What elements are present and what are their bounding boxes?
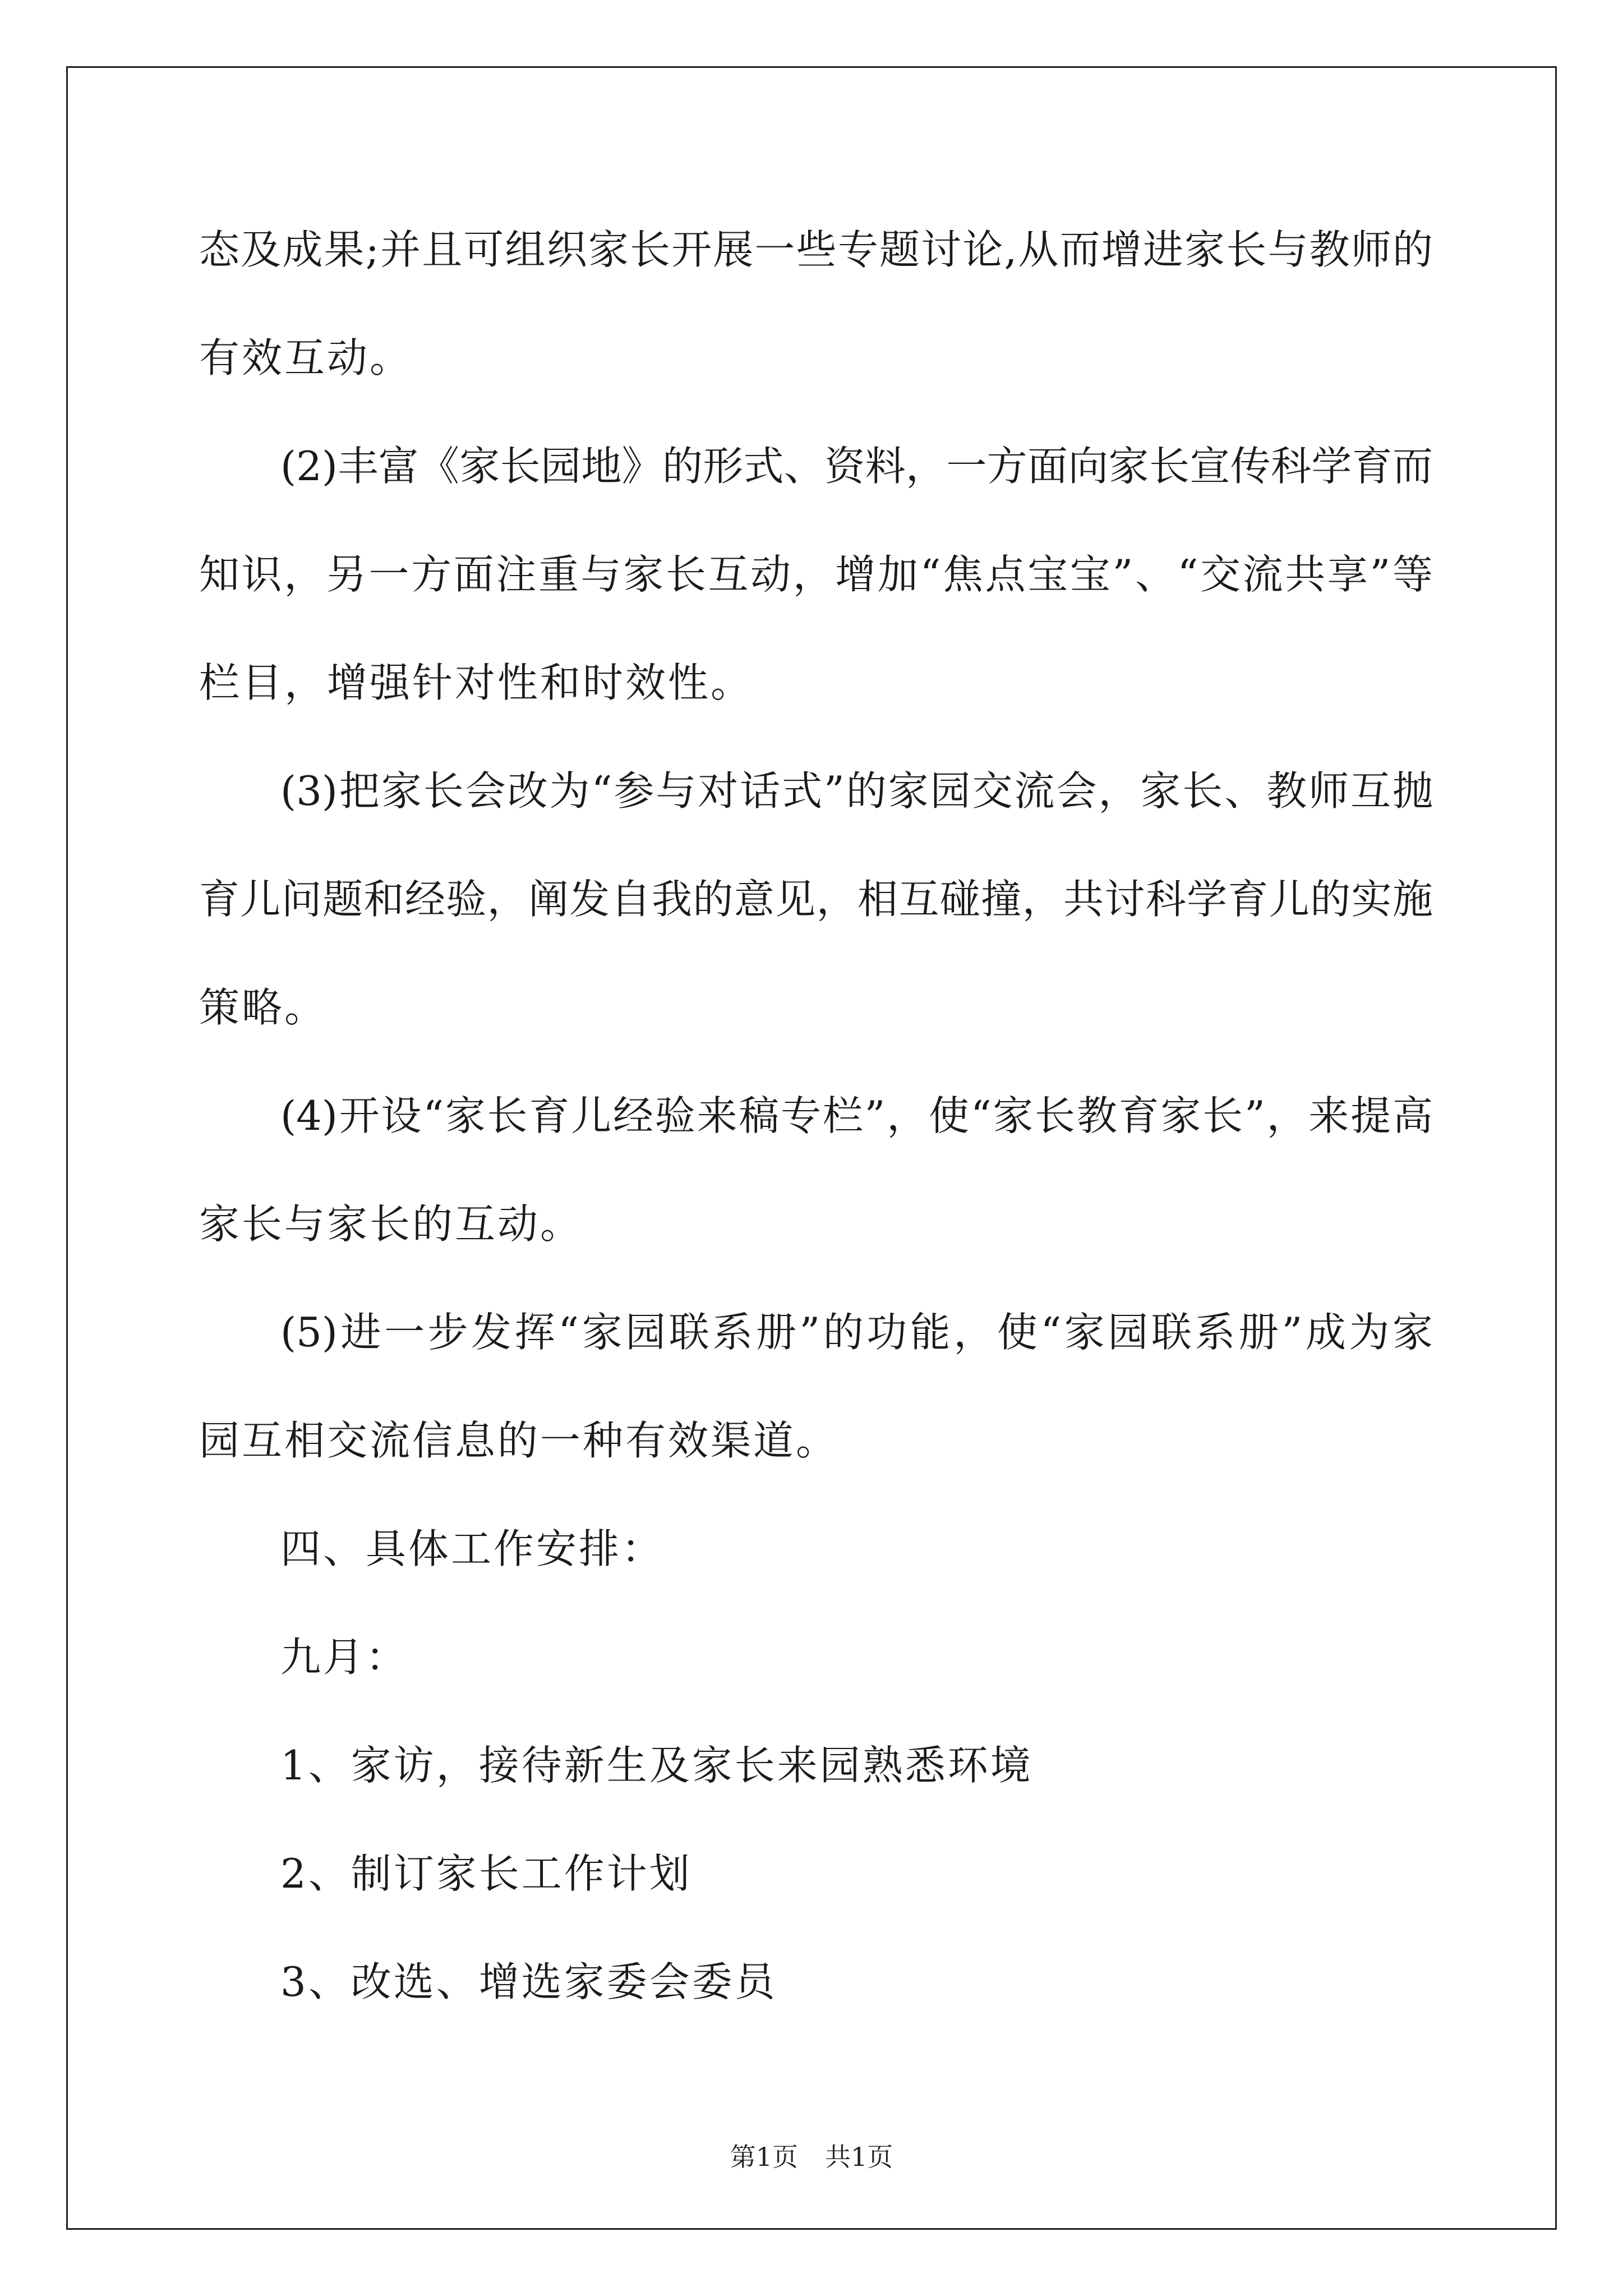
page-total: 共1页 — [825, 2142, 893, 2172]
page-number: 第1页 — [730, 2142, 798, 2172]
page-footer — [0, 2140, 1623, 2174]
text-line: 栏目，增强针对性和时效性。 — [199, 659, 754, 706]
list-item: 1、家访，接待新生及家长来园熟悉环境 — [280, 1742, 1033, 1789]
text-line: 态及成果;并且可组织家长开展一些专题讨论,从而增进家长与教师的 — [199, 226, 1433, 273]
section-heading: 四、具体工作安排： — [280, 1525, 665, 1572]
paragraph-4-line: (4)开设“家长育儿经验来稿专栏”，使“家长教育家长”，来提高 — [280, 1092, 1433, 1139]
list-item: 3、改选、增选家委会委员 — [280, 1958, 777, 2005]
text-line: 家长与家长的互动。 — [199, 1200, 583, 1248]
page-border — [66, 66, 1557, 2230]
paragraph-5-line: (5)进一步发挥“家园联系册”的功能，使“家园联系册”成为家 — [280, 1309, 1433, 1356]
text-line: 策略。 — [199, 984, 328, 1031]
list-item: 2、制订家长工作计划 — [280, 1850, 692, 1897]
paragraph-2-line: (2)丰富《家长园地》的形式、资料，一方面向家长宣传科学育而 — [280, 443, 1433, 490]
text-line: 园互相交流信息的一种有效渠道。 — [199, 1417, 839, 1464]
text-line: 育儿问题和经验，阐发自我的意见，相互碰撞，共讨科学育儿的实施 — [199, 876, 1433, 923]
text-line: 有效互动。 — [199, 334, 413, 381]
text-line: 知识，另一方面注重与家长互动，增加“焦点宝宝”、“交流共享”等 — [199, 551, 1433, 598]
month-heading: 九月： — [280, 1634, 409, 1681]
paragraph-3-line: (3)把家长会改为“参与对话式”的家园交流会，家长、教师互抛 — [280, 767, 1433, 815]
